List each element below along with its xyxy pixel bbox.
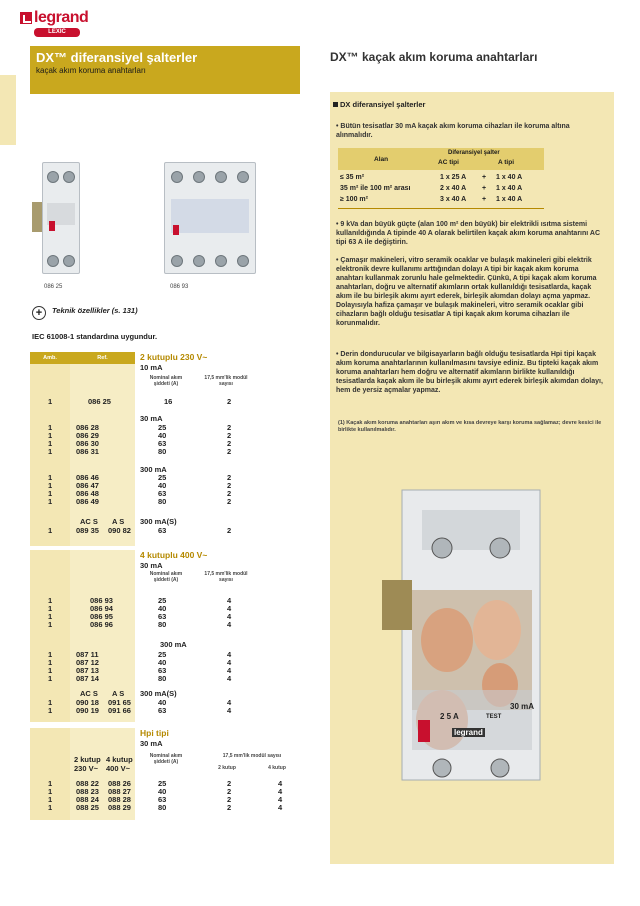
type-label: A S <box>112 517 125 526</box>
table-cell: 1 <box>48 666 53 675</box>
device-face <box>171 199 249 233</box>
table-cell: 088 22 <box>76 779 99 788</box>
table-cell: 088 25 <box>76 803 99 812</box>
col-module-4k: 4 kutup <box>268 765 286 771</box>
left-accent-tab <box>0 75 16 145</box>
square-bullet-icon <box>333 102 338 107</box>
col-2kutup-voltage: 230 V~ <box>74 764 98 773</box>
table-cell: 25 <box>158 596 167 605</box>
table-cell: 80 <box>158 447 167 456</box>
table-cell: 1 <box>48 397 53 406</box>
table-cell: 2 <box>227 779 232 788</box>
table-cell: 1 <box>48 795 53 804</box>
row-alan: 35 m² ile 100 m² arası <box>340 185 411 192</box>
table-cell: 1 <box>48 779 53 788</box>
tech-specs-link[interactable]: Teknik özellikler (s. 131) <box>52 306 138 315</box>
current-label: 300 mA <box>160 640 187 649</box>
row-a: 1 x 40 A <box>496 174 523 181</box>
table-cell: 25 <box>158 423 167 432</box>
col-nominal-header: Nominal akım şiddeti (A) <box>149 753 183 765</box>
terminal-icon <box>215 171 227 183</box>
row-a: 1 x 40 A <box>496 185 523 192</box>
table-cell: 2 <box>227 447 232 456</box>
table-cell: 25 <box>158 779 167 788</box>
table-cell: 1 <box>48 497 53 506</box>
table-cell: 4 <box>227 658 232 667</box>
selection-table-header <box>338 148 544 170</box>
col-nominal-header: Nominal akım şiddeti (A) <box>149 571 183 583</box>
table-cell: 086 29 <box>76 431 99 440</box>
table-cell: 086 47 <box>76 481 99 490</box>
table-cell: 63 <box>158 612 167 621</box>
terminal-icon <box>171 171 183 183</box>
table-cell: 086 49 <box>76 497 99 506</box>
panel-bullet: • Çamaşır makineleri, vitro seramik ocaklar ve bulaşık makineleri gibi elektrik elektronik devre kullanımı arttığından dolayı A tipi bir kaçak akım koruma anahtarı kullanmak zorunlu hale gelmektedir. Çünkü, A tipi kaçak akım koruma anahtarları, doğru ve alternatif akımların ortak kullanıldığı tesisatlarda, kaçak akım ile bu birleşik akımı ayırt ederek, birleşik akımdan dolayı açma yapmaz. Dolayısıyla hafiza çamaşır ve bulaşık makineleri, vitro seramik ocaklar gibi cihazların bağlı olduğu tesisatlar A tipi kaçak akım koruma cihazları ile korunmalıdır. <box>336 257 597 327</box>
table-cell: 4 <box>227 650 232 659</box>
plus-circle-icon[interactable]: + <box>32 306 46 320</box>
table-cell: 40 <box>158 787 167 796</box>
right-column-title: DX™ kaçak akım koruma anahtarları <box>330 50 538 64</box>
selection-row <box>338 185 544 195</box>
photo-brand-label: legrand <box>454 728 483 737</box>
row-plus: + <box>482 185 487 192</box>
table-cell: 4 <box>227 604 232 613</box>
table-cell: 40 <box>158 658 167 667</box>
table-cell: 63 <box>158 666 167 675</box>
table-cell: 2 <box>227 497 232 506</box>
terminal-icon <box>63 255 75 267</box>
current-label: 30 mA <box>140 739 163 748</box>
logo-mark <box>20 12 32 24</box>
col-ref-header: Ref. <box>70 352 135 364</box>
table-cell: 4 <box>227 612 232 621</box>
table-cell: 4 <box>278 787 283 796</box>
table-cell: 25 <box>158 473 167 482</box>
table-cell: 088 29 <box>108 803 131 812</box>
table-cell: 087 11 <box>76 650 99 659</box>
table-cell: 088 23 <box>76 787 99 796</box>
panel-bullet: • Bütün tesisatlar 30 mA kaçak akım koruma cihazları ile koruma altına alınmalıdır. <box>336 123 570 139</box>
table-cell: 40 <box>158 604 167 613</box>
selection-row <box>338 174 544 184</box>
table-cell: 2 <box>227 397 232 406</box>
photo-test-label: TEST <box>486 714 502 720</box>
table-cell: 1 <box>48 706 53 715</box>
col-alan: Alan <box>374 156 389 163</box>
table-cell: 63 <box>158 489 167 498</box>
table-cell: 1 <box>48 787 53 796</box>
table-cell: 1 <box>48 447 53 456</box>
product-photo <box>382 470 560 790</box>
selection-row <box>338 196 544 206</box>
table-cell: 087 12 <box>76 658 99 667</box>
table-cell: 091 66 <box>108 706 131 715</box>
col-module-header: 17,5 mm'lik modül sayısı <box>204 571 248 583</box>
table-cell: 4 <box>227 698 232 707</box>
section-title: 2 kutuplu 230 V~ <box>140 352 208 362</box>
table-cell: 086 46 <box>76 473 99 482</box>
table-cell: 086 28 <box>76 423 99 432</box>
table-cell: 4 <box>227 706 232 715</box>
product-code: 086 25 <box>44 284 63 290</box>
standard-note: IEC 61008-1 standardına uygundur. <box>32 332 158 341</box>
table-cell: 088 24 <box>76 795 99 804</box>
terminal-icon <box>47 255 59 267</box>
terminal-icon <box>193 255 205 267</box>
table-cell: 1 <box>48 698 53 707</box>
terminal-icon <box>237 171 249 183</box>
table-cell: 1 <box>48 612 53 621</box>
table-cell: 090 19 <box>76 706 99 715</box>
table-cell: 25 <box>158 650 167 659</box>
current-label: 300 mA(S) <box>140 517 177 526</box>
table-cell: 63 <box>158 706 167 715</box>
col-a-tipi: A tipi <box>498 159 515 166</box>
type-label: A S <box>112 689 125 698</box>
logo-sub-badge: LEXIC <box>34 28 80 37</box>
current-label: 30 mA <box>140 414 163 423</box>
table-cell: 2 <box>227 431 232 440</box>
panel-heading: DX diferansiyel şalterler <box>340 100 426 109</box>
table-cell: 63 <box>158 795 167 804</box>
amb-column-bg <box>30 550 70 722</box>
product-code: 086 93 <box>170 284 189 290</box>
col-4kutup-voltage: 400 V~ <box>106 764 130 773</box>
terminal-icon <box>63 171 75 183</box>
table-cell: 1 <box>48 620 53 629</box>
table-cell: 1 <box>48 481 53 490</box>
table-cell: 4 <box>227 674 232 683</box>
table-cell: 4 <box>227 666 232 675</box>
table-cell: 63 <box>158 439 167 448</box>
panel-bullet: • 9 kVa dan büyük güçte (alan 100 m² den büyük) bir elektrikli ısıtma sistemi kullanıldığında A tipinde 40 A olarak belirtilen kaçak akım koruma anahtarını AC tipi 63 A ile değiştirin. <box>336 221 601 246</box>
row-plus: + <box>482 174 487 181</box>
table-cell: 087 13 <box>76 666 99 675</box>
table-cell: 40 <box>158 698 167 707</box>
test-button <box>49 221 55 231</box>
table-cell: 089 35 <box>76 526 99 535</box>
table-cell: 086 25 <box>88 397 111 406</box>
row-ac: 3 x 40 A <box>440 196 467 203</box>
table-cell: 090 18 <box>76 698 99 707</box>
table-cell: 2 <box>227 439 232 448</box>
col-nominal-header: Nominal akım şiddeti (A) <box>149 375 183 387</box>
table-cell: 2 <box>227 481 232 490</box>
row-plus: + <box>482 196 487 203</box>
row-ac: 1 x 25 A <box>440 174 467 181</box>
table-cell: 4 <box>278 803 283 812</box>
device-4-pole <box>164 162 256 274</box>
table-cell: 086 96 <box>90 620 113 629</box>
table-cell: 2 <box>227 423 232 432</box>
device-2-pole <box>42 162 80 274</box>
current-label: 10 mA <box>140 363 163 372</box>
table-cell: 086 48 <box>76 489 99 498</box>
table-cell: 1 <box>48 596 53 605</box>
table-cell: 63 <box>158 526 167 535</box>
table-cell: 086 94 <box>90 604 113 613</box>
table-cell: 1 <box>48 423 53 432</box>
table-cell: 40 <box>158 481 167 490</box>
table-cell: 086 95 <box>90 612 113 621</box>
type-label: AC S <box>80 517 98 526</box>
table-cell: 80 <box>158 674 167 683</box>
table-cell: 4 <box>227 596 232 605</box>
terminal-icon <box>215 255 227 267</box>
table-cell: 80 <box>158 497 167 506</box>
photo-model-label: 2 5 A <box>440 712 459 721</box>
table-cell: 2 <box>227 473 232 482</box>
table-cell: 1 <box>48 526 53 535</box>
table-cell: 088 26 <box>108 779 131 788</box>
product-images <box>30 150 300 295</box>
row-a: 1 x 40 A <box>496 196 523 203</box>
current-label: 30 mA <box>140 561 163 570</box>
table-cell: 091 65 <box>108 698 131 707</box>
row-alan: ≥ 100 m² <box>340 196 368 203</box>
table-cell: 2 <box>227 795 232 804</box>
col-amb-header: Amb. <box>30 352 70 364</box>
table-cell: 4 <box>278 795 283 804</box>
legrand-logo <box>20 9 130 42</box>
table-cell: 1 <box>48 489 53 498</box>
page-subtitle: kaçak akım koruma anahtarları <box>36 66 146 75</box>
panel-bullet: • Derin dondurucular ve bilgisayarların bağlı olduğu tesisatlarda Hpi tipi kaçak akım koruma anahtarlarının kullanılmasını tavsiye ediniz. Bu tipteki kaçak akım koruma anahtarları hem doğru ve alternatif akımların birlikte kullanıldığı tesisatlarda kaçak akım ile bu birleşik akımı ayırt ederek birleşik akımdan dolayı, hem de yersiz açmalar yapmaz. <box>336 351 603 394</box>
row-alan: ≤ 35 m² <box>340 174 365 181</box>
table-cell: 4 <box>278 779 283 788</box>
photo-illustration-svg <box>382 470 560 790</box>
col-ac-tipi: AC tipi <box>438 159 459 166</box>
table-cell: 1 <box>48 803 53 812</box>
table-cell: 1 <box>48 431 53 440</box>
row-ac: 2 x 40 A <box>440 185 467 192</box>
col-4kutup-header: 4 kutup <box>106 755 133 764</box>
table-cell: 16 <box>164 397 173 406</box>
section-title: 4 kutuplu 400 V~ <box>140 550 208 560</box>
col-2kutup-header: 2 kutup <box>74 755 101 764</box>
table-cell: 2 <box>227 526 232 535</box>
logo-wordmark: legrand <box>34 9 89 26</box>
test-button <box>173 225 179 235</box>
col-module-header: 17,5 mm'lik modül sayısı <box>204 375 248 387</box>
table-cell: 1 <box>48 439 53 448</box>
table-cell: 2 <box>227 803 232 812</box>
table-divider <box>338 208 544 209</box>
section-title: Hpi tipi <box>140 728 169 738</box>
table-cell: 088 28 <box>108 795 131 804</box>
page-title: DX™ diferansiyel şalterler <box>36 50 198 65</box>
table-cell: 4 <box>227 620 232 629</box>
table-cell: 40 <box>158 431 167 440</box>
table-cell: 1 <box>48 658 53 667</box>
table-cell: 1 <box>48 650 53 659</box>
table-cell: 80 <box>158 620 167 629</box>
table-cell: 1 <box>48 473 53 482</box>
current-label: 300 mA(S) <box>140 689 177 698</box>
col-module-2k: 2 kutup <box>218 765 236 771</box>
terminal-icon <box>171 255 183 267</box>
terminal-icon <box>193 171 205 183</box>
col-module-header: 17,5 mm'lik modül sayısı <box>222 753 282 759</box>
table-cell: 087 14 <box>76 674 99 683</box>
table-cell: 2 <box>227 787 232 796</box>
footnote: (1) Kaçak akım koruma anahtarları aşırı akım ve kısa devreye karşı koruma sağlamaz; devre kesici ile birlikte kullanılmalıdır. <box>338 420 602 433</box>
table-cell: 090 82 <box>108 526 131 535</box>
photo-rating-label: 30 mA <box>510 702 535 711</box>
table-cell: 2 <box>227 489 232 498</box>
current-label: 300 mA <box>140 465 167 474</box>
terminal-icon <box>237 255 249 267</box>
terminal-icon <box>47 171 59 183</box>
table-cell: 1 <box>48 674 53 683</box>
type-label: AC S <box>80 689 98 698</box>
table-cell: 086 31 <box>76 447 99 456</box>
table-cell: 088 27 <box>108 787 131 796</box>
col-diferansiyel: Diferansiyel şalter <box>448 150 500 156</box>
table-cell: 1 <box>48 604 53 613</box>
table-cell: 086 93 <box>90 596 113 605</box>
table-cell: 086 30 <box>76 439 99 448</box>
table-cell: 80 <box>158 803 167 812</box>
